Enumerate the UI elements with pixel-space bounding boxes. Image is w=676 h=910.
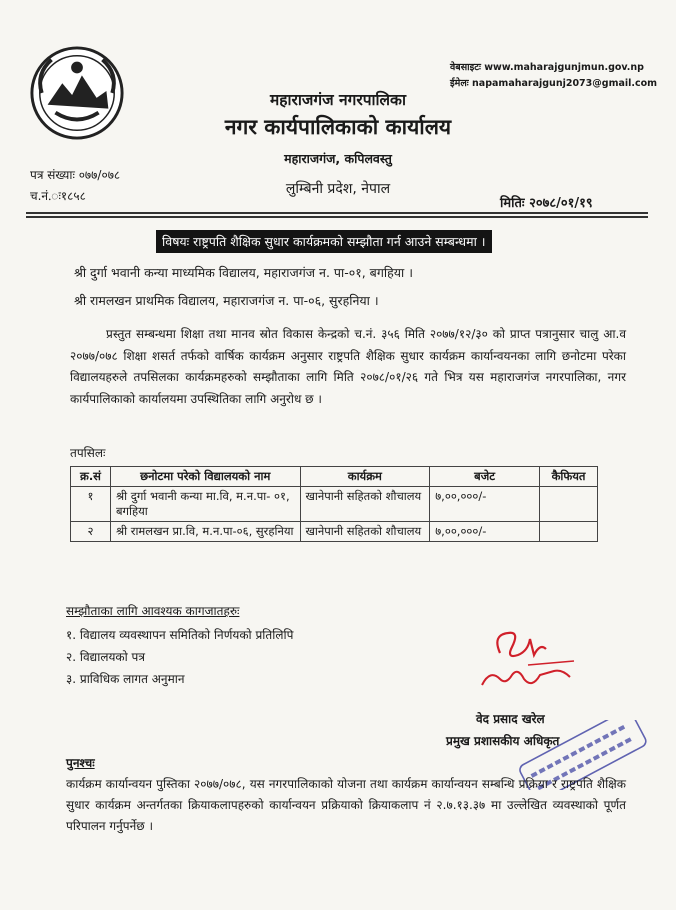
office-location: महाराजगंज, कपिलवस्तु bbox=[284, 151, 392, 166]
subject-line: विषयः राष्ट्रपति शैक्षिक सुधार कार्यक्रमको सम्झौता गर्न आउने सम्बन्धमा । bbox=[156, 230, 492, 253]
body-paragraph: प्रस्तुत सम्बन्धमा शिक्षा तथा मानव स्रोत विकास केन्द्रको च.नं. ३५६ मिति २०७७/१२/३० को प्राप्त पत्रानुसार चालु आ.व २०७७/०७८ शिक्षा शसर्त तर्फको वार्षिक कार्यक्रम अनुसार राष्ट्रपति शैक्षिक सुधार कार्यक्रम कार्यान्वयनका लागि छनोटमा परेका विद्यालयहरुले तपसिलका कार्यक्रमहरुको सम्झौताका लागि मिति २०७८/०१/२६ गते भित्र यस महाराजगंज नगरपालिका, नगर कार्यपालिकाको कार्यालयमा उपस्थितिका लागि अनुरोध छ । bbox=[70, 327, 626, 406]
table-row bbox=[71, 522, 598, 542]
header-divider bbox=[26, 212, 648, 214]
table-row bbox=[71, 487, 598, 522]
cell-remarks bbox=[540, 487, 598, 522]
cell-sn: १ bbox=[71, 487, 111, 522]
letter-number: पत्र संख्याः ०७७/०७८ bbox=[30, 168, 121, 182]
letter-date: मितिः २०७८/०१/१९ bbox=[500, 196, 593, 211]
table-header-row bbox=[71, 467, 598, 487]
office-title: नगर कार्यपालिकाको कार्यालय bbox=[224, 115, 452, 139]
signatory-designation: प्रमुख प्रशासकीय अधिकृत bbox=[446, 734, 560, 748]
postscript-text: कार्यक्रम कार्यान्वयन पुस्तिका २०७७/०७८, यस नगरपालिकाको योजना तथा कार्यक्रम कार्यान्वयन सम्बन्धि प्रक्रिया र राष्ट्रपति शैक्षिक सुधार कार्यक्रम अन्तर्गतका क्रियाकलापहरुको कार्यान्वयन प्रक्रियाको क्रियाकलाप नं २.७.१३.३७ मा उल्लेखित व्यवस्थाको पूर्णत परिपालन गर्नुपर्नेछ । bbox=[66, 777, 626, 833]
website-line bbox=[450, 60, 657, 76]
document-item-2: २. विद्यालयको पत्र bbox=[66, 650, 145, 664]
schools-table bbox=[70, 466, 598, 542]
documents-heading: सम्झौताका लागि आवश्यक कागजातहरुः bbox=[66, 604, 240, 618]
details-label: तपसिलः bbox=[70, 446, 106, 460]
website-url: www.maharajgunjmun.gov.np bbox=[484, 62, 644, 73]
col-header-remarks: कैफियत bbox=[540, 467, 598, 487]
office-province: लुम्बिनी प्रदेश, नेपाल bbox=[285, 181, 391, 197]
email-address: napamaharajgunj2073@gmail.com bbox=[472, 78, 658, 89]
col-header-budget: बजेट bbox=[430, 467, 540, 487]
col-header-school: छनोटमा परेको विद्यालयको नाम bbox=[110, 467, 300, 487]
cell-program: खानेपानी सहितको शौचालय bbox=[300, 487, 430, 522]
website-label: वेबसाइटः bbox=[450, 62, 481, 73]
document-item-1: १. विद्यालय व्यवस्थापन समितिको निर्णयको प्रतिलिपि bbox=[66, 628, 294, 642]
cell-budget: ७,००,०००/- bbox=[430, 487, 540, 522]
handwritten-signature-icon bbox=[470, 625, 580, 695]
cell-budget: ७,००,०००/- bbox=[430, 522, 540, 542]
col-header-program: कार्यक्रम bbox=[300, 467, 430, 487]
cell-sn: २ bbox=[71, 522, 111, 542]
cell-school: श्री दुर्गा भवानी कन्या मा.वि, म.न.पा- ०१, बगहिया bbox=[110, 487, 300, 522]
document-item-3: ३. प्राविधिक लागत अनुमान bbox=[66, 672, 185, 686]
dispatch-number: च.नं.ः१८५८ bbox=[30, 189, 86, 203]
addressee-2: श्री रामलखन प्राथमिक विद्यालय, महाराजगंज न. पा-०६, सुरहनिया । bbox=[74, 293, 379, 308]
office-municipality: महाराजगंज नगरपालिका bbox=[270, 91, 406, 109]
header-divider-2 bbox=[26, 216, 648, 218]
email-label: ईमेलः bbox=[450, 78, 469, 89]
postscript-heading: पुनश्चः bbox=[66, 756, 95, 770]
addressee-1: श्री दुर्गा भवानी कन्या माध्यमिक विद्यालय, महाराजगंज न. पा-०१, बगहिया । bbox=[74, 265, 413, 280]
col-header-sn: क्र.सं bbox=[71, 467, 111, 487]
cell-school: श्री रामलखन प्रा.वि, म.न.पा-०६, सुरहनिया bbox=[110, 522, 300, 542]
cell-remarks bbox=[540, 522, 598, 542]
cell-program: खानेपानी सहितको शौचालय bbox=[300, 522, 430, 542]
signatory-name: वेद प्रसाद खरेल bbox=[476, 712, 545, 726]
